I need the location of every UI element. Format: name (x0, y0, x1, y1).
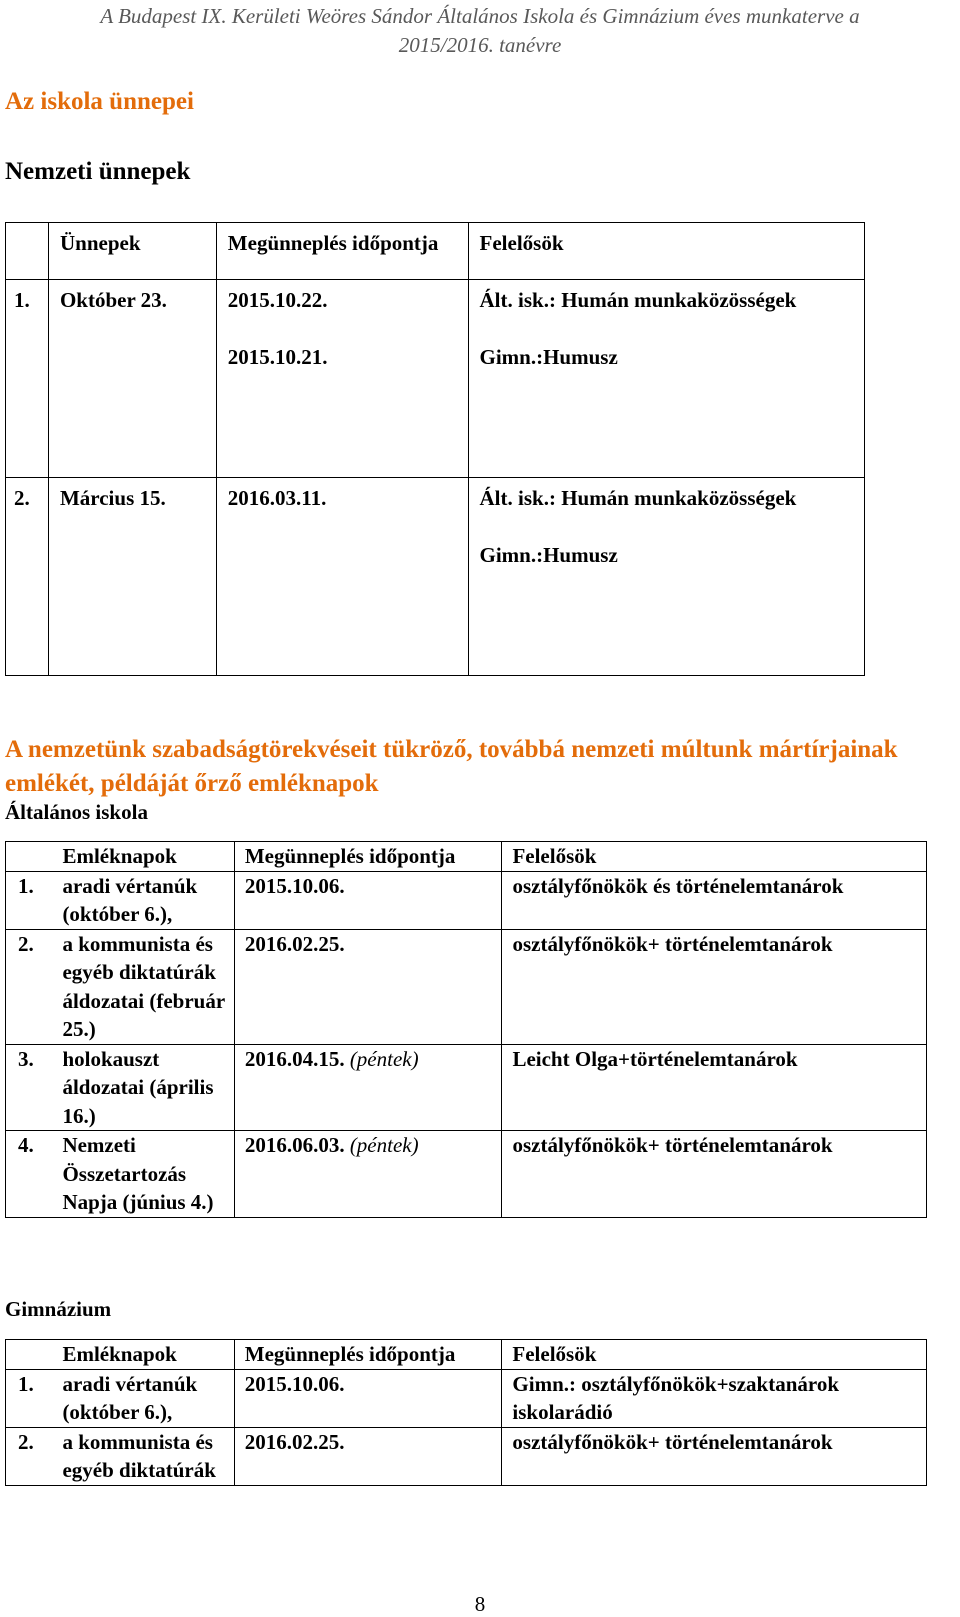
table-row (6, 929, 927, 1044)
header-cell: Megünneplés időpontja (234, 842, 502, 872)
national-holidays-table (5, 222, 865, 676)
weekday-note: (péntek) (349, 1133, 419, 1157)
holiday-name: Október 23. (48, 280, 216, 478)
date-value: 2015.10.21. (227, 344, 328, 369)
responsible-value: Gimn.:Humusz (479, 344, 618, 369)
gymnasium-memorial-table (5, 1339, 927, 1486)
section-title: Az iskola ünnepei (5, 88, 194, 115)
row-number: 1. (6, 280, 49, 478)
date-cell (216, 280, 468, 478)
responsible-cell (468, 280, 864, 478)
date-value: 2016.06.03. (244, 1133, 345, 1157)
document-header (0, 2, 960, 60)
date-value: 2016.02.25. (234, 1427, 502, 1485)
table-header-row (6, 842, 927, 872)
memorial-name: a kommunista és egyéb diktatúrák áldozatai (február 25.) (52, 929, 234, 1044)
memorial-name: aradi vértanúk (október 6.), (52, 871, 234, 929)
memorial-days-title: A nemzetünk szabadságtörekvéseit tükröző, továbbá nemzeti múltunk mártírjainak emlékét, példáját őrző emléknapok (5, 736, 898, 797)
date-value: 2016.03.11. (227, 486, 327, 510)
date-cell (234, 871, 502, 929)
date-cell (216, 478, 468, 676)
general-school-memorial-table (5, 841, 927, 1218)
header-line-1: A Budapest IX. Kerületi Weöres Sándor Általános Iskola és Gimnázium éves munkaterve a (100, 4, 860, 28)
table-row (6, 1369, 927, 1427)
general-school-label: Általános iskola (5, 800, 148, 824)
responsible-value: osztályfőnökök és történelemtanárok (502, 871, 927, 929)
table-row (6, 1427, 927, 1485)
table-row (6, 280, 865, 478)
gymnasium-label: Gimnázium (5, 1297, 112, 1321)
header-cell: Emléknapok (52, 842, 234, 872)
row-number: 2. (6, 929, 53, 1044)
table-row (6, 1044, 927, 1131)
table-header-row (6, 1340, 927, 1370)
header-cell: Megünneplés időpontja (216, 223, 468, 280)
header-cell: Megünneplés időpontja (234, 1340, 502, 1370)
responsible-value: Gimn.:Humusz (479, 542, 618, 567)
row-number: 2. (6, 478, 49, 676)
responsible-value: osztályfőnökök+ történelemtanárok (502, 929, 927, 1044)
row-number: 2. (6, 1427, 53, 1485)
responsible-value: Ált. isk.: Humán munkaközösségek (479, 288, 797, 312)
date-cell (234, 1044, 502, 1131)
memorial-name: aradi vértanúk (október 6.), (52, 1369, 234, 1427)
responsible-value: Ált. isk.: Humán munkaközösségek (479, 486, 797, 510)
row-number: 3. (6, 1044, 53, 1131)
responsible-value: osztályfőnökök+ történelemtanárok (502, 1427, 927, 1485)
memorial-name: a kommunista és egyéb diktatúrák (52, 1427, 234, 1485)
responsible-value: Gimn.: osztályfőnökök+szaktanárok iskolarádió (502, 1369, 927, 1427)
responsible-value: osztályfőnökök+ történelemtanárok (502, 1131, 927, 1218)
header-cell: Felelősök (502, 842, 927, 872)
header-cell: Felelősök (502, 1340, 927, 1370)
header-line-2: 2015/2016. tanévre (398, 33, 562, 57)
date-value: 2016.04.15. (244, 1046, 345, 1071)
responsible-value: Leicht Olga+történelemtanárok (502, 1044, 927, 1131)
header-cell: Ünnepek (48, 223, 216, 280)
subsection-title: Nemzeti ünnepek (5, 158, 191, 185)
row-number: 1. (6, 871, 53, 929)
page-number: 8 (474, 1592, 486, 1616)
memorial-name: Nemzeti Összetartozás Napja (június 4.) (52, 1131, 234, 1218)
date-value: 2015.10.06. (244, 873, 345, 898)
table-row (6, 1131, 927, 1218)
date-value: 2015.10.22. (227, 288, 328, 312)
date-value: 2016.02.25. (244, 931, 345, 956)
date-value: 2015.10.06. (234, 1369, 502, 1427)
memorial-name: holokauszt áldozatai (április 16.) (52, 1044, 234, 1131)
table-header-row (6, 223, 865, 280)
header-cell: Emléknapok (52, 1340, 234, 1370)
table-row (6, 871, 927, 929)
date-cell (234, 1131, 502, 1218)
table-row (6, 478, 865, 676)
row-number: 4. (6, 1131, 53, 1218)
weekday-note: (péntek) (349, 1046, 419, 1071)
responsible-cell (468, 478, 864, 676)
date-cell (234, 929, 502, 1044)
holiday-name: Március 15. (48, 478, 216, 676)
header-cell: Felelősök (468, 223, 864, 280)
row-number: 1. (6, 1369, 53, 1427)
